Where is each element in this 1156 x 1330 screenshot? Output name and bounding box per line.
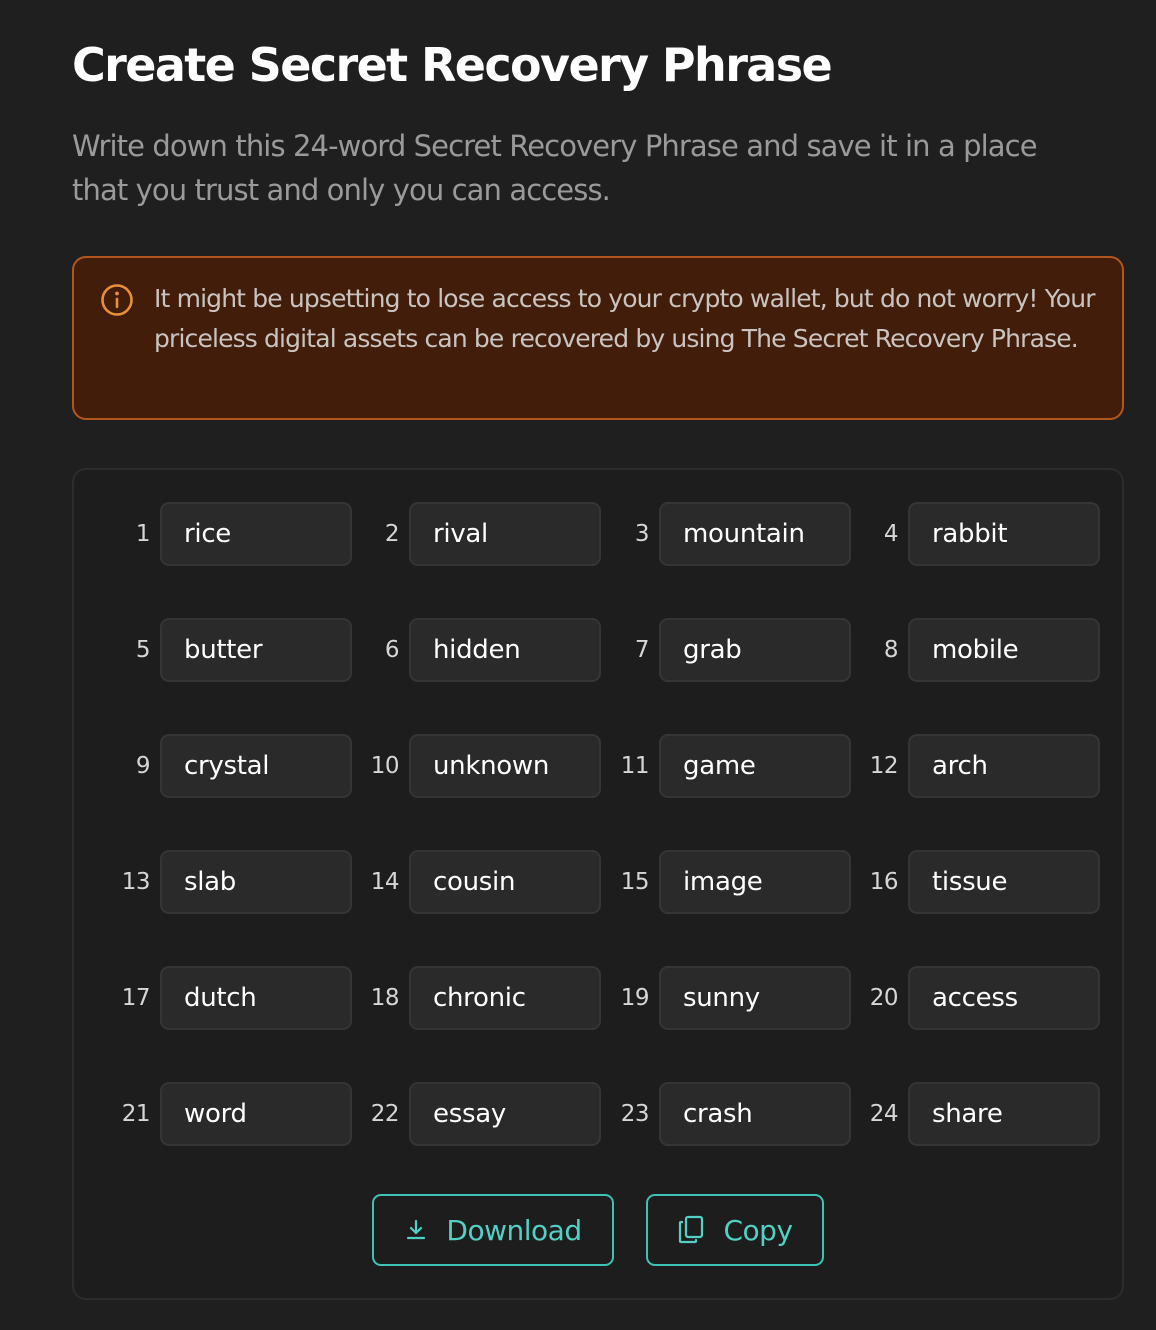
copy-icon — [677, 1215, 705, 1245]
phrase-word-item — [82, 618, 332, 682]
warning-text: It might be upsetting to lose access to your crypto wallet, but do not worry! Your priceless digital assets can be recovered by using The Secret Recovery Phrase. — [154, 284, 1095, 353]
phrase-word-number: 20 — [869, 985, 898, 1011]
phrase-word-field: rival — [409, 502, 601, 566]
phrase-word-field: access — [908, 966, 1100, 1030]
phrase-word-field: mountain — [659, 502, 851, 566]
phrase-word-number: 2 — [384, 521, 399, 547]
phrase-word-item — [581, 618, 831, 682]
phrase-word-field: arch — [908, 734, 1100, 798]
phrase-word-item — [581, 850, 831, 914]
phrase-word-item — [82, 502, 332, 566]
phrase-word-number: 3 — [634, 521, 649, 547]
phrase-word-number: 10 — [370, 753, 399, 779]
copy-label: Copy — [723, 1213, 793, 1247]
phrase-word-field: dutch — [160, 966, 352, 1030]
phrase-word-number: 1 — [135, 521, 150, 547]
phrase-word-item — [331, 850, 581, 914]
phrase-word-item — [581, 1082, 831, 1146]
phrase-word-number: 21 — [121, 1101, 150, 1127]
phrase-word-item — [331, 734, 581, 798]
page-subtitle: Write down this 24-word Secret Recovery Phrase and save it in a place that you trust and only you can access. — [72, 129, 1037, 207]
phrase-word-field: essay — [409, 1082, 601, 1146]
phrase-word-item — [331, 966, 581, 1030]
phrase-word-item — [331, 1082, 581, 1146]
phrase-word-field: mobile — [908, 618, 1100, 682]
phrase-word-item — [331, 502, 581, 566]
download-label: Download — [446, 1213, 582, 1247]
phrase-word-field: grab — [659, 618, 851, 682]
download-icon — [404, 1218, 428, 1242]
phrase-word-field: game — [659, 734, 851, 798]
phrase-word-field: crash — [659, 1082, 851, 1146]
phrase-word-field: sunny — [659, 966, 851, 1030]
phrase-word-field: cousin — [409, 850, 601, 914]
phrase-word-item — [581, 966, 831, 1030]
phrase-word-number: 8 — [883, 637, 898, 663]
phrase-word-number: 13 — [121, 869, 150, 895]
phrase-word-field: share — [908, 1082, 1100, 1146]
phrase-word-item — [830, 618, 1080, 682]
phrase-word-number: 22 — [370, 1101, 399, 1127]
phrase-word-number: 6 — [384, 637, 399, 663]
phrase-word-field: slab — [160, 850, 352, 914]
phrase-word-number: 7 — [634, 637, 649, 663]
phrase-word-item — [82, 850, 332, 914]
phrase-word-field: word — [160, 1082, 352, 1146]
phrase-word-item — [581, 502, 831, 566]
phrase-word-number: 15 — [620, 869, 649, 895]
phrase-word-item — [830, 734, 1080, 798]
phrase-word-field: unknown — [409, 734, 601, 798]
phrase-word-number: 24 — [869, 1101, 898, 1127]
phrase-word-number: 16 — [869, 869, 898, 895]
page-title: Create Secret Recovery Phrase — [72, 38, 832, 92]
phrase-word-number: 4 — [883, 521, 898, 547]
phrase-word-field: butter — [160, 618, 352, 682]
copy-button[interactable] — [646, 1194, 824, 1266]
phrase-word-number: 17 — [121, 985, 150, 1011]
phrase-word-item — [830, 502, 1080, 566]
phrase-word-field: hidden — [409, 618, 601, 682]
phrase-word-number: 19 — [620, 985, 649, 1011]
phrase-word-field: rice — [160, 502, 352, 566]
phrase-word-number: 14 — [370, 869, 399, 895]
phrase-word-number: 12 — [869, 753, 898, 779]
phrase-word-field: image — [659, 850, 851, 914]
phrase-word-field: crystal — [160, 734, 352, 798]
phrase-word-item — [830, 966, 1080, 1030]
phrase-word-field: tissue — [908, 850, 1100, 914]
phrase-word-item — [331, 618, 581, 682]
phrase-word-number: 23 — [620, 1101, 649, 1127]
phrase-word-item — [82, 734, 332, 798]
phrase-word-field: rabbit — [908, 502, 1100, 566]
phrase-word-number: 11 — [620, 753, 649, 779]
phrase-word-number: 5 — [135, 637, 150, 663]
info-circle-icon — [100, 283, 134, 317]
phrase-word-item — [830, 1082, 1080, 1146]
phrase-word-item — [581, 734, 831, 798]
download-button[interactable] — [372, 1194, 614, 1266]
phrase-word-number: 9 — [135, 753, 150, 779]
phrase-word-item — [830, 850, 1080, 914]
phrase-word-item — [82, 966, 332, 1030]
phrase-word-field: chronic — [409, 966, 601, 1030]
phrase-word-item — [82, 1082, 332, 1146]
phrase-word-number: 18 — [370, 985, 399, 1011]
